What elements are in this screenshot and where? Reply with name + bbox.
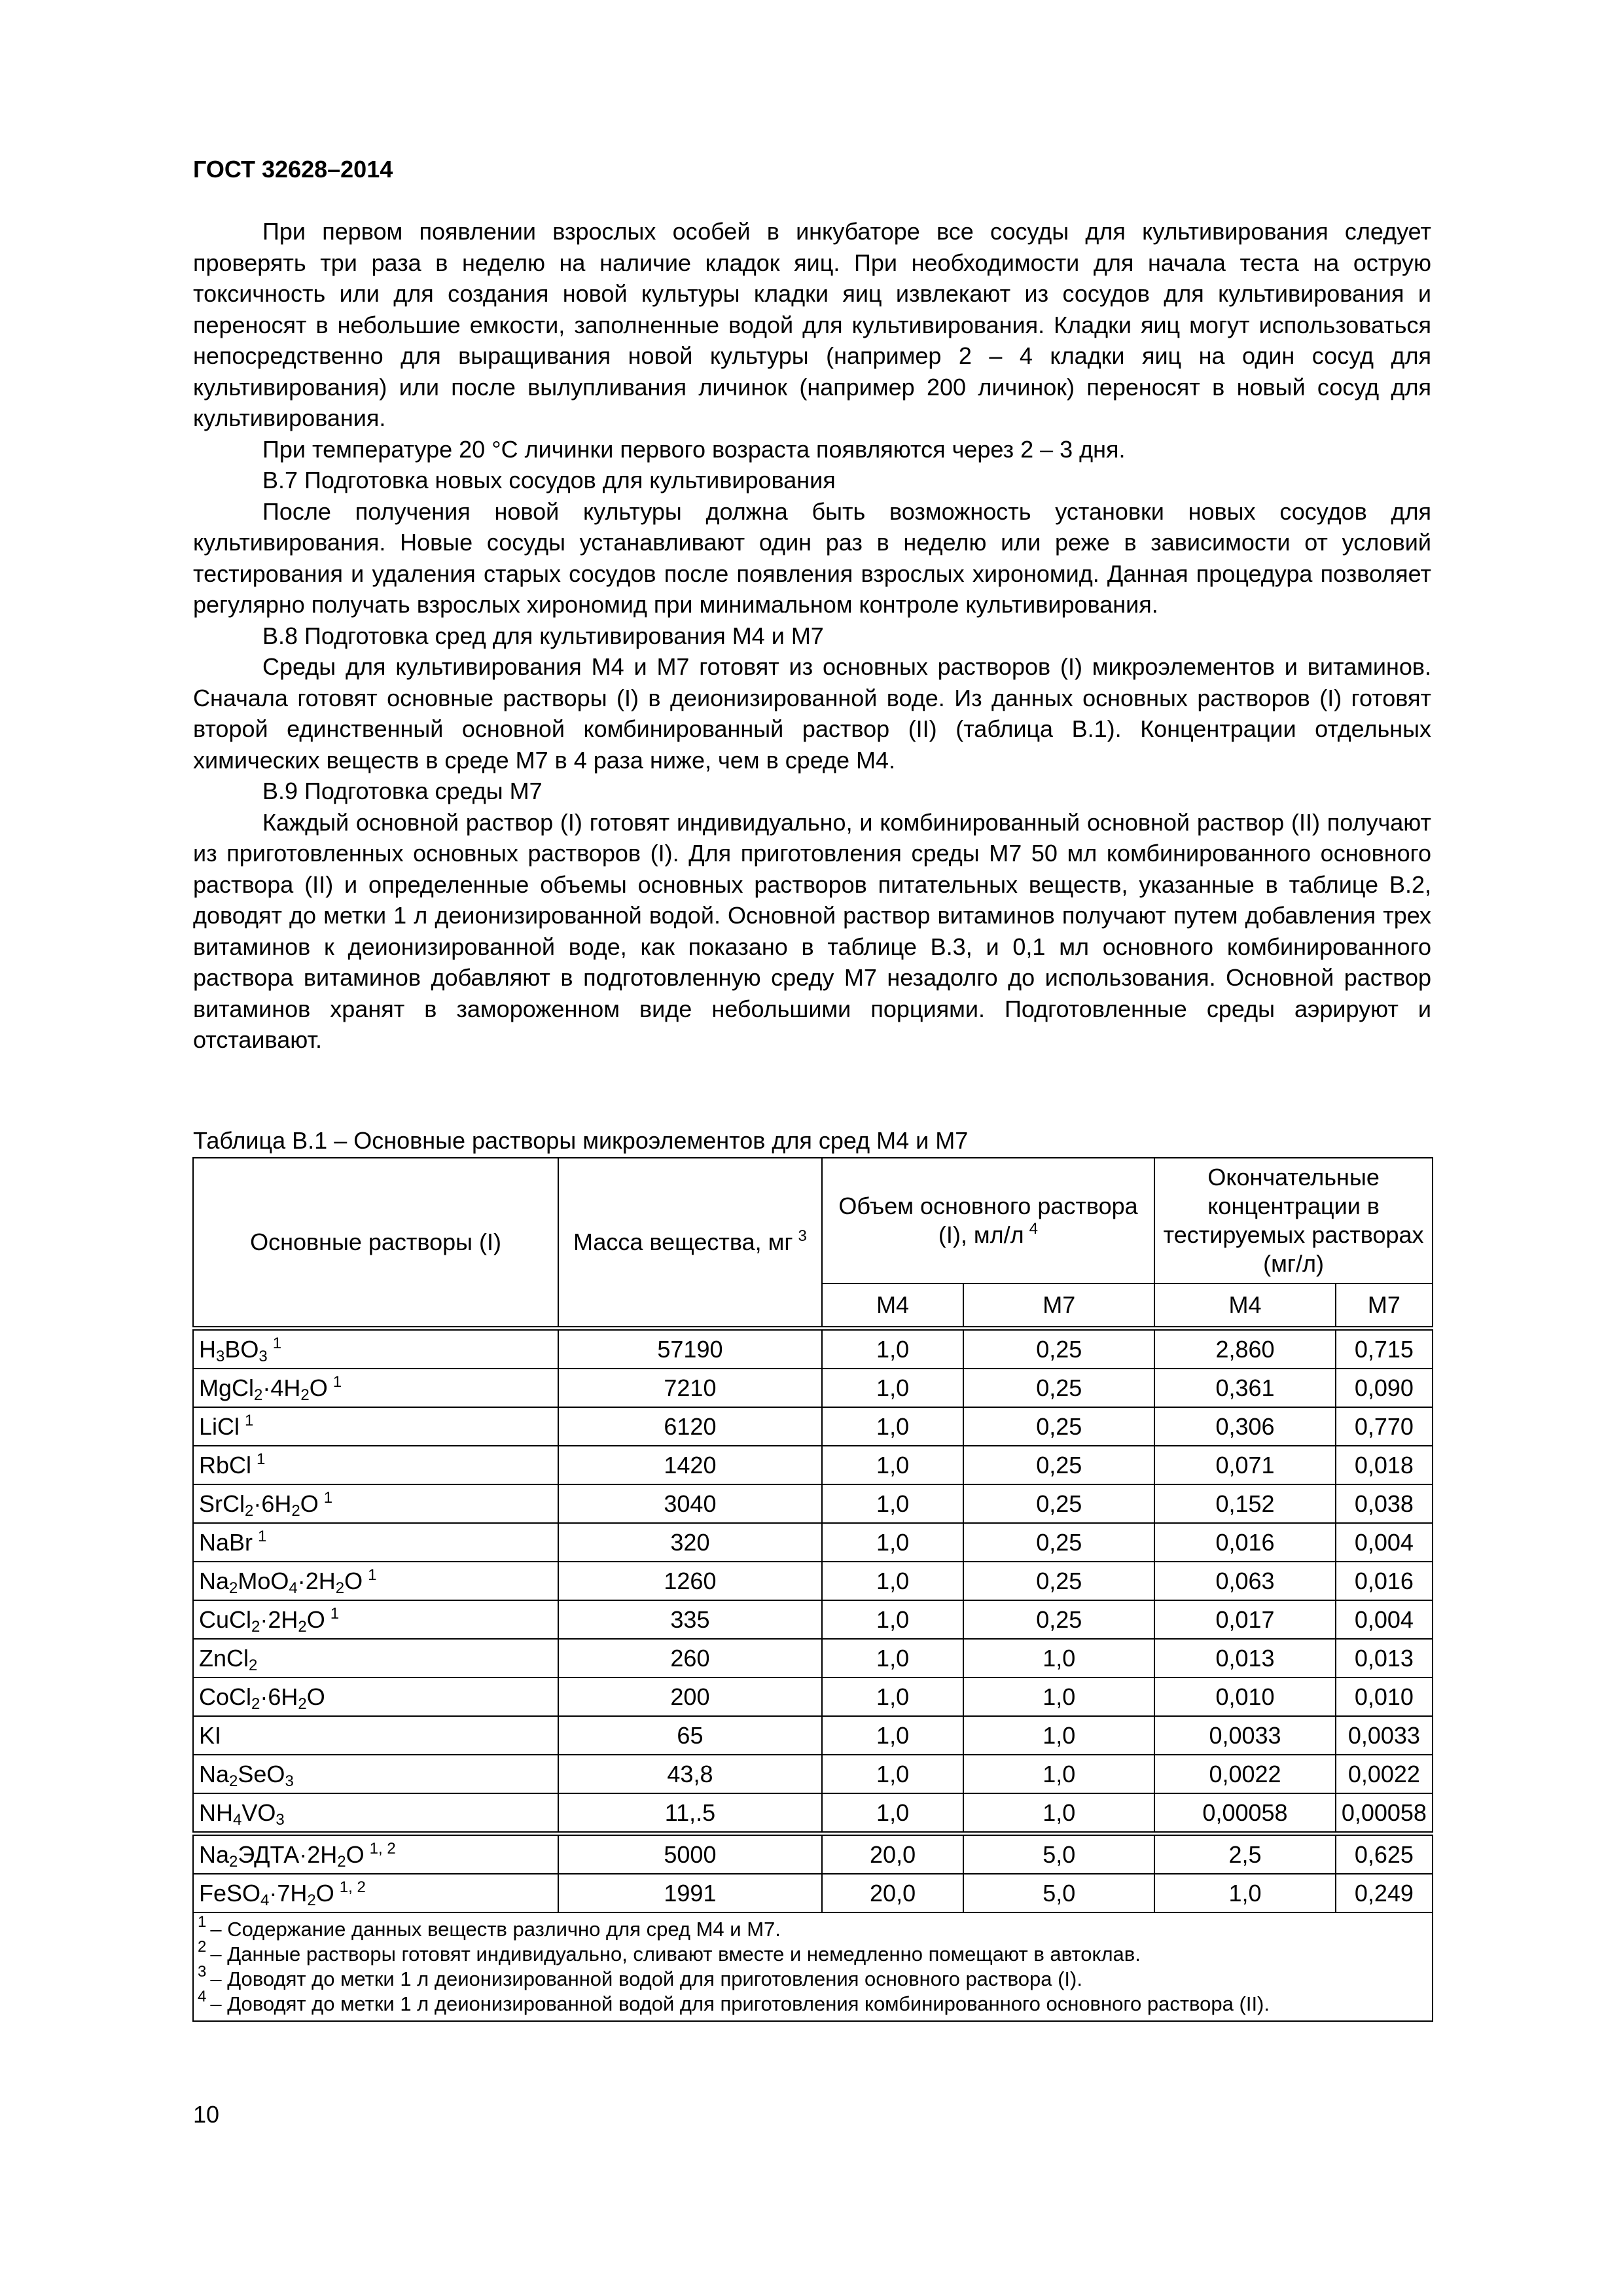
table-row (193, 1755, 1433, 1793)
table-row (193, 1716, 1433, 1755)
mass-cell: 1260 (558, 1562, 822, 1600)
header-final-concentration: Окончательные концентрации в тестируемых растворах (мг/л) (1154, 1158, 1433, 1283)
v4-cell: 1,0 (822, 1639, 964, 1677)
c7-cell: 0,715 (1336, 1329, 1433, 1369)
paragraph: При температуре 20 °С личинки первого возраста появляются через 2 – 3 дня. (262, 435, 1126, 463)
c4-cell: 0,0022 (1154, 1755, 1336, 1793)
c4-cell: 0,071 (1154, 1446, 1336, 1484)
v4-cell: 1,0 (822, 1755, 964, 1793)
header-conc-m7: М7 (1336, 1283, 1433, 1329)
table-row (193, 1793, 1433, 1834)
table-row (193, 1677, 1433, 1716)
c7-cell: 0,770 (1336, 1407, 1433, 1446)
c4-cell: 0,016 (1154, 1523, 1336, 1562)
formula-cell: $CuCl_2\cdot 2H_2O$ $^1$ (193, 1600, 558, 1639)
v7-cell: 0,25 (963, 1329, 1154, 1369)
mass-cell: 6120 (558, 1407, 822, 1446)
body-text (193, 216, 1431, 1056)
c4-cell: 0,017 (1154, 1600, 1336, 1639)
v7-cell: 5,0 (963, 1834, 1154, 1874)
v7-cell: 0,25 (963, 1369, 1154, 1407)
v4-cell: 1,0 (822, 1716, 964, 1755)
document-header: ГОСТ 32628–2014 (193, 156, 393, 183)
v7-cell: 5,0 (963, 1874, 1154, 1912)
formula-cell: $FeSO_4\cdot 7H_2O$ $^{1, 2}$ (193, 1874, 558, 1912)
c4-cell: 2,860 (1154, 1329, 1336, 1369)
v7-cell: 0,25 (963, 1562, 1154, 1600)
c7-cell: 0,004 (1336, 1600, 1433, 1639)
footnote: $^1$ – Содержание данных веществ различно для сред М4 и М7. (198, 1913, 781, 1941)
header-volume-m7: М7 (963, 1283, 1154, 1329)
c4-cell: 0,152 (1154, 1484, 1336, 1523)
paragraph: Каждый основной раствор (I) готовят индивидуально, и комбинированный основной раствор (II) получают из приготовленных основных растворов (I). Для приготовления среды М7 50 мл комбинированного основного раствора (II) и определенные объемы основных растворов питательных веществ, указанные в таблице В.2, доводят до метки 1 л деионизированной водой. Основной раствор витаминов получают путем добавления трех витаминов к деионизированной воде, как показано в таблице В.3, и 0,1 мл основного комбинированного раствора витаминов добавляют в подготовленную среду М7 незадолго до использования. Основной раствор витаминов хранят в замороженном виде небольшими порциями. Подготовленные среды аэрируют и отстаивают. (193, 808, 1431, 1053)
table-row (193, 1834, 1433, 1874)
mass-cell: 11,.5 (558, 1793, 822, 1834)
formula-cell: KI (193, 1716, 558, 1755)
header-conc-m4: М4 (1154, 1283, 1336, 1329)
c7-cell: 0,013 (1336, 1639, 1433, 1677)
v7-cell: 1,0 (963, 1639, 1154, 1677)
v4-cell: 1,0 (822, 1329, 964, 1369)
c4-cell: 0,010 (1154, 1677, 1336, 1716)
v4-cell: 1,0 (822, 1446, 964, 1484)
v7-cell: 1,0 (963, 1716, 1154, 1755)
mass-cell: 43,8 (558, 1755, 822, 1793)
c4-cell: 0,00058 (1154, 1793, 1336, 1834)
header-volume-m4: М4 (822, 1283, 964, 1329)
table-row (193, 1600, 1433, 1639)
paragraph: Среды для культивирования М4 и М7 готовят из основных растворов (I) микроэлементов и витаминов. Сначала готовят основные растворы (I) в деионизированной воде. Из данных основных растворов (I) готовят второй единственный основной комбинированный раствор (II) (таблица В.1). Концентрации отдельных химических веществ в среде М7 в 4 раза ниже, чем в среде М4. (193, 653, 1431, 774)
v7-cell: 0,25 (963, 1484, 1154, 1523)
c7-cell: 0,0022 (1336, 1755, 1433, 1793)
v7-cell: 0,25 (963, 1407, 1154, 1446)
mass-cell: 335 (558, 1600, 822, 1639)
c4-cell: 2,5 (1154, 1834, 1336, 1874)
table-row (193, 1484, 1433, 1523)
c7-cell: 0,010 (1336, 1677, 1433, 1716)
header-volume: Объем основного раствора (I), мл/л $^4$ (822, 1158, 1154, 1283)
formula-cell: $Na_2ЭДТА\cdot 2H_2O$ $^{1, 2}$ (193, 1834, 558, 1874)
table-row (193, 1407, 1433, 1446)
footnote: $^3$ – Доводят до метки 1 л деионизированной водой для приготовления основного раствора (I). (198, 1963, 1082, 1990)
paragraph: После получения новой культуры должна быть возможность установки новых сосудов для культивирования. Новые сосуды устанавливают один раз в неделю или реже в зависимости от условий тестирования и удаления старых сосудов после появления взрослых хирономид. Данная процедура позволяет регулярно получать взрослых хирономид при минимальном контроле культивирования. (193, 497, 1431, 618)
c4-cell: 0,0033 (1154, 1716, 1336, 1755)
mass-cell: 200 (558, 1677, 822, 1716)
mass-cell: 1991 (558, 1874, 822, 1912)
c4-cell: 1,0 (1154, 1874, 1336, 1912)
c7-cell: 0,625 (1336, 1834, 1433, 1874)
header-solutions: Основные растворы (I) (193, 1158, 558, 1329)
mass-cell: 320 (558, 1523, 822, 1562)
v4-cell: 1,0 (822, 1484, 964, 1523)
formula-cell: $Na_2SeO_3$ (193, 1755, 558, 1793)
c7-cell: 0,038 (1336, 1484, 1433, 1523)
footnote: $^2$ – Данные растворы готовят индивидуально, сливают вместе и немедленно помещают в автоклав. (198, 1938, 1141, 1965)
formula-cell: $CoCl_2\cdot 6H_2O$ (193, 1677, 558, 1716)
c7-cell: 0,016 (1336, 1562, 1433, 1600)
mass-cell: 260 (558, 1639, 822, 1677)
solutions-table (192, 1157, 1433, 2022)
v4-cell: 1,0 (822, 1600, 964, 1639)
c4-cell: 0,306 (1154, 1407, 1336, 1446)
c4-cell: 0,361 (1154, 1369, 1336, 1407)
v4-cell: 1,0 (822, 1369, 964, 1407)
mass-cell: 57190 (558, 1329, 822, 1369)
page-number: 10 (193, 2101, 220, 2128)
table-row (193, 1369, 1433, 1407)
v4-cell: 1,0 (822, 1562, 964, 1600)
v7-cell: 0,25 (963, 1446, 1154, 1484)
v7-cell: 0,25 (963, 1600, 1154, 1639)
c7-cell: 0,0033 (1336, 1716, 1433, 1755)
formula-cell: ZnCl$_2$ (193, 1639, 558, 1677)
formula-cell: RbCl $^1$ (193, 1446, 558, 1484)
paragraph: При первом появлении взрослых особей в инкубаторе все сосуды для культивирования следует проверять три раза в неделю на наличие кладок яиц. При необходимости для начала теста на острую токсичность или для создания новой культуры кладки яиц извлекают из сосудов для культивирования и переносят в небольшие емкости, заполненные водой для культивирования. Кладки яиц могут использоваться непосредственно для выращивания новой культуры (например 2 – 4 кладки яиц на один сосуд для культивирования) или после вылупливания личинок (например 200 личинок) переносят в новый сосуд для культивирования. (193, 218, 1431, 431)
section-heading: В.8 Подготовка сред для культивирования М4 и М7 (262, 622, 824, 649)
v4-cell: 20,0 (822, 1874, 964, 1912)
section-heading: В.9 Подготовка среды М7 (262, 778, 543, 804)
table-footnotes (193, 1912, 1433, 2021)
mass-cell: 7210 (558, 1369, 822, 1407)
c7-cell: 0,249 (1336, 1874, 1433, 1912)
formula-cell: $Na_2MoO_4\cdot 2H_2O$ $^1$ (193, 1562, 558, 1600)
table-row (193, 1329, 1433, 1369)
c7-cell: 0,090 (1336, 1369, 1433, 1407)
mass-cell: 3040 (558, 1484, 822, 1523)
v7-cell: 1,0 (963, 1793, 1154, 1834)
c4-cell: 0,063 (1154, 1562, 1336, 1600)
v4-cell: 20,0 (822, 1834, 964, 1874)
v4-cell: 1,0 (822, 1523, 964, 1562)
table-row (193, 1562, 1433, 1600)
section-heading: В.7 Подготовка новых сосудов для культивирования (262, 467, 836, 493)
v7-cell: 1,0 (963, 1755, 1154, 1793)
mass-cell: 5000 (558, 1834, 822, 1874)
table-row (193, 1446, 1433, 1484)
v7-cell: 0,25 (963, 1523, 1154, 1562)
v4-cell: 1,0 (822, 1407, 964, 1446)
c7-cell: 0,018 (1336, 1446, 1433, 1484)
footnote: $^4$ – Доводят до метки 1 л деионизированной водой для приготовления комбинированного основного раствора (II). (198, 1988, 1270, 2015)
c4-cell: 0,013 (1154, 1639, 1336, 1677)
mass-cell: 65 (558, 1716, 822, 1755)
formula-cell: LiCl $^1$ (193, 1407, 558, 1446)
v7-cell: 1,0 (963, 1677, 1154, 1716)
header-mass: Масса вещества, мг $^3$ (558, 1158, 822, 1329)
c7-cell: 0,00058 (1336, 1793, 1433, 1834)
table-row (193, 1874, 1433, 1912)
formula-cell: $MgCl_2\cdot 4H_2O$ $^1$ (193, 1369, 558, 1407)
formula-cell: $NH_4VO_3$ (193, 1793, 558, 1834)
c7-cell: 0,004 (1336, 1523, 1433, 1562)
formula-cell: $H_3BO_3^1$ (193, 1329, 558, 1369)
formula-cell: $SrCl_2\cdot 6H_2O$ $^1$ (193, 1484, 558, 1523)
table-caption: Таблица В.1 – Основные растворы микроэлементов для сред М4 и М7 (193, 1127, 969, 1154)
table-row (193, 1639, 1433, 1677)
mass-cell: 1420 (558, 1446, 822, 1484)
v4-cell: 1,0 (822, 1677, 964, 1716)
v4-cell: 1,0 (822, 1793, 964, 1834)
formula-cell: NaBr $^1$ (193, 1523, 558, 1562)
table-row (193, 1523, 1433, 1562)
